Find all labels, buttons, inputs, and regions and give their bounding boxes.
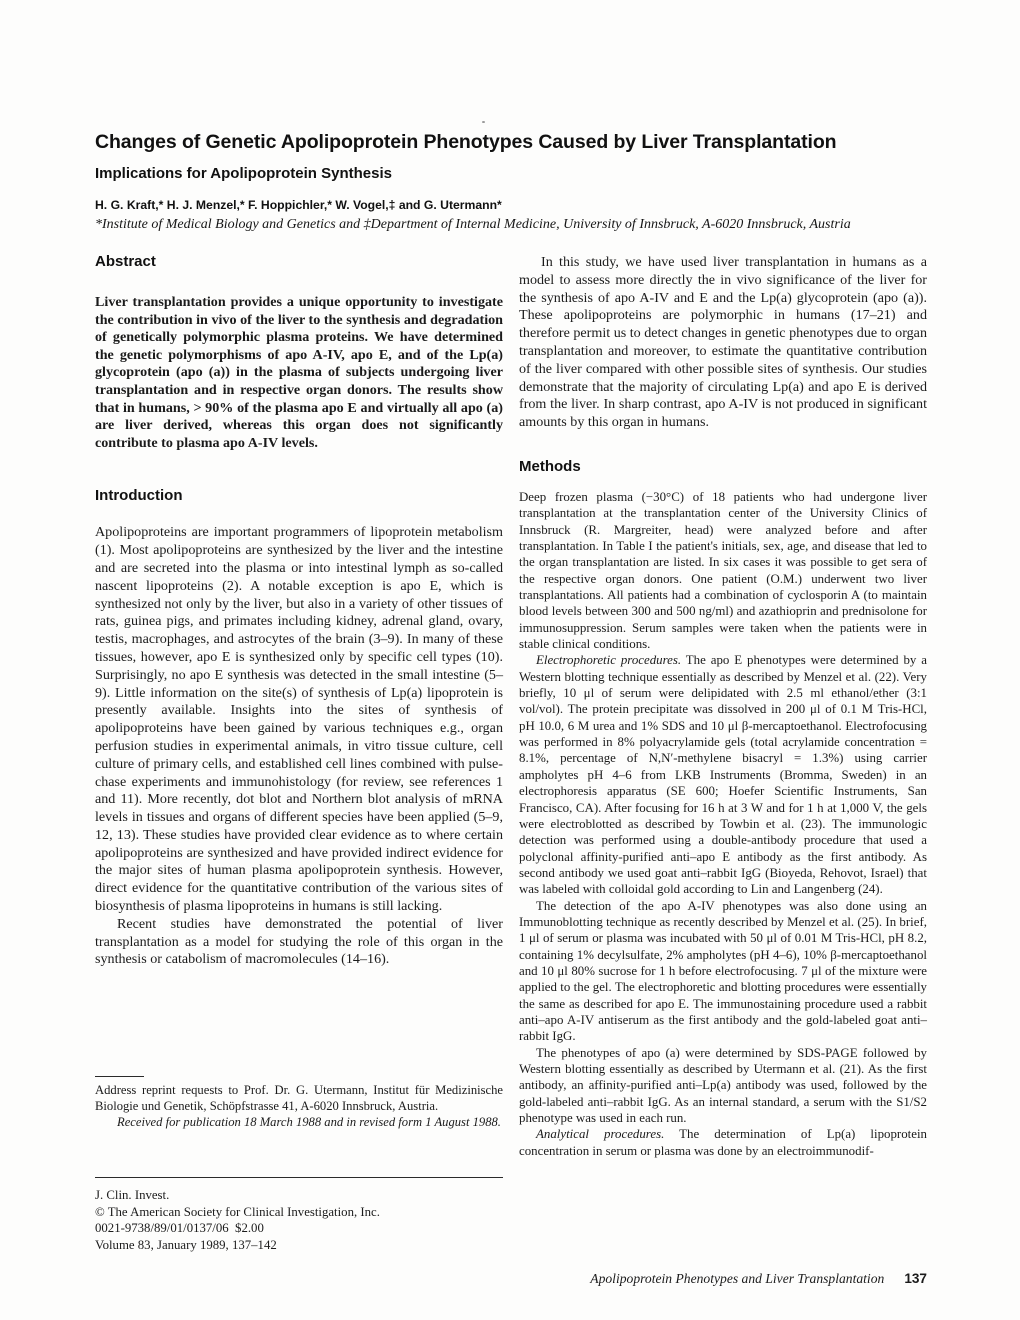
affiliation-line: *Institute of Medical Biology and Genetics and ‡Department of Internal Medicine, University of Innsbruck, A-6020 Innsbruck, Austria (95, 217, 851, 232)
journal-imprint-block (95, 1177, 503, 1253)
footnote-received: Received for publication 18 March 1988 and in revised form 1 August 1988. (117, 1114, 501, 1129)
methods-paragraph: The phenotypes of apo (a) were determined by SDS-PAGE followed by Western blotting essentially as described by Utermann et al. (21). As the first antibody, an affinity-purified anti–Lp(a) antibody was used, followed by the gold-labeled anti–rabbit IgG. As an internal standard, a serum with the S1/S2 phenotype was used in each run. (519, 1045, 927, 1126)
introduction-continuation-paragraph: In this study, we have used liver transplantation in humans as a model to assess more directly the in vivo significance of the liver for the synthesis of apo A-IV and E and the Lp(a) glycoprotein (apo (a)). These apolipoproteins are polymorphic in humans (17–21) and therefore permit us to detect changes in genetic phenotypes due to organ transplantation and moreover, to estimate the quantitative contribution of the liver compared with other possible sites of synthesis. Our studies demonstrate that the majority of circulating Lp(a) and apo E is derived from the liver. In sharp contrast, apo A-IV is not produced in significant amounts by this organ in humans. (519, 254, 927, 431)
paragraph-lead-analytical: Analytical procedures. (536, 1127, 665, 1142)
scan-artifact-dot (482, 121, 485, 123)
methods-paragraph (519, 1126, 927, 1159)
section-heading-introduction: Introduction (95, 487, 183, 505)
page-number: 137 (904, 1271, 927, 1286)
footnote-address: Address reprint requests to Prof. Dr. G. Utermann, Institut für Medizinische Biologie und Genetik, Schöpfstrasse 41, A-6020 Innsbruck, Austria. (95, 1083, 503, 1113)
introduction-paragraph: Recent studies have demonstrated the potential of liver transplantation as a model for studying the role of this organ in the synthesis or catabolism of macromolecules (14–16). (95, 915, 503, 968)
section-heading-abstract: Abstract (95, 253, 156, 270)
paper-subtitle: Implications for Apolipoprotein Synthesis (95, 165, 392, 182)
right-column (519, 253, 927, 1159)
section-heading-methods: Methods (519, 457, 581, 475)
footnote-block (95, 1076, 503, 1131)
running-title: Apolipoprotein Phenotypes and Liver Transplantation (590, 1271, 885, 1286)
methods-paragraph: The detection of the apo A-IV phenotypes was also done using an Immunoblotting technique as recently described by Menzel et al. (25). In brief, 1 μl of serum or plasma was incubated with 50 μl of 0.01 M Tris-HCl, pH 8.2, containing 1% decylsulfate, 2% ampholytes (pH 4–6), 10% β-mercaptoethanol and 10 μl 80% sucrose for 1 h before electrofocusing. 7 μl of the mixture were applied to the gel. The electrophoretic and blotting procedures were essentially the same as described for apo E. The immunostaining procedure used a rabbit anti–apo A-IV antiserum as the first antibody and the gold-labeled goat anti–rabbit IgG. (519, 898, 927, 1044)
paragraph-text: The apo E phenotypes were determined by a Western blotting technique essentially as described by Menzel et al. (22). Very briefly, 10 μl of serum were delipidated with 2.5 ml ethanol/ether (3:1 vol/vol). The protein precipitate was dissolved in 200 μl of 0.1 M Tris-HCl, pH 10.0, 6 M urea and 1% SDS and 10 μl β-mercaptoethanol. Electrofocusing was performed in 8% polyacrylamide gels (total acrylamide concentration = 8.1%, percentage of N,N′-methylene bisacryl = 1.3%) using carrier ampholytes pH 4–6 from LKB Instruments (Bromma, Sweden) in an electrophoresis apparatus (SE 600; Hoefer Scientific Instruments, San Francisco, CA). After focusing for 16 h at 3 W and for 1 h at 1,000 V, the gels were electroblotted as described by Towbin et al. (23). The immunologic detection was performed using a double-antibody procedure that used a polyclonal affinity-purified anti–apo E antibody as the first antibody. As second antibody we used goat anti–rabbit IgG (Bioyeda, Rehovot, Israel) that was labeled with colloidal gold according to Lin and Langenberg (24). (519, 653, 927, 897)
methods-paragraph (519, 652, 927, 897)
journal-copyright: © The American Society for Clinical Investigation, Inc. (95, 1204, 380, 1219)
journal-volume: Volume 83, January 1989, 137–142 (95, 1237, 277, 1252)
footnote-divider (95, 1076, 144, 1077)
introduction-paragraph: Apolipoproteins are important programmers of lipoprotein metabolism (1). Most apolipoproteins are synthesized by the liver and the intestine and are secreted into the plasma or into intestinal lymph as so-called nascent lipoproteins (2). A notable exception is apo E, which is synthesized not only by the liver, but also in a variety of other tissues of rats, guinea pigs, and primates including kidney, adrenal gland, ovary, testis, macrophages, and astrocytes of the brain (3–9). In many of these tissues, however, apo E is synthesized only by specific cell types (10). Surprisingly, no apo E synthesis was detected in the small intestine (5–9). Little information on the site(s) of synthesis of Lp(a) lipoprotein is presently available. Insights into the sites of synthesis of apolipoproteins have been gained by various techniques e.g., organ perfusion studies in experimental animals, in vitro tissue culture, cell culture of primary cells, and established cell lines combined with pulse-chase experiments and immunohistology (for review, see references 1 and 11). More recently, dot blot and Northern blot analysis of mRNA levels in tissues and organs of different species have been applied (5–9, 12, 13). These studies have provided clear evidence as to where certain apolipoproteins are synthesized and have provided indirect evidence for the major sites of human plasma apolipoprotein synthesis. However, direct evidence for the quantitative contribution of the various sites of biosynthesis of plasma lipoproteins in humans is still lacking. (95, 524, 503, 915)
article-header (95, 131, 955, 233)
left-column (95, 253, 503, 969)
journal-issn-price: 0021-9738/89/01/0137/06 $2.00 (95, 1221, 264, 1236)
paragraph-lead-electrophoretic: Electrophoretic procedures. (536, 653, 682, 668)
journal-name: J. Clin. Invest. (95, 1188, 170, 1202)
journal-divider (95, 1177, 503, 1178)
methods-paragraph: Deep frozen plasma (−30°C) of 18 patients who had undergone liver transplantation at the transplantation center of the University Clinics of Innsbruck (R. Margreiter, head) were analyzed before and after transplantation. In Table I the patient's initials, sex, age, and disease that led to the organ transplantation are listed. In six cases it was possible to get sera of the respective organ donors. One patient (O.M.) underwent two liver transplantations. All patients had a combination of cyclosporin A (to maintain blood levels between 300 and 500 ng/ml) and azathioprin and prednisolone for immunosuppression. Serum samples were taken when the patients were in stable clinical conditions. (519, 489, 927, 652)
running-footer (519, 1270, 927, 1288)
abstract-body: Liver transplantation provides a unique opportunity to investigate the contribution in vivo of the liver to the synthesis and degradation of genetically polymorphic plasma proteins. We have determined the genetic polymorphisms of apo A-IV, apo E, and of the Lp(a) glycoprotein (apo (a)) in the plasma of subjects undergoing liver transplantation and in respective organ donors. The results show that in humans, > 90% of the plasma apo E and virtually all apo (a) are liver derived, whereas this organ does not significantly contribute to plasma apo A-IV levels. (95, 294, 503, 451)
paper-title: Changes of Genetic Apolipoprotein Phenotypes Caused by Liver Transplantation (95, 131, 837, 153)
paragraph-text: The determination of Lp(a) lipoprotein concentration in serum or plasma was done by an electroimmunodif- (519, 1127, 927, 1158)
authors-line: H. G. Kraft,* H. J. Menzel,* F. Hoppichler,* W. Vogel,‡ and G. Utermann* (95, 198, 502, 212)
